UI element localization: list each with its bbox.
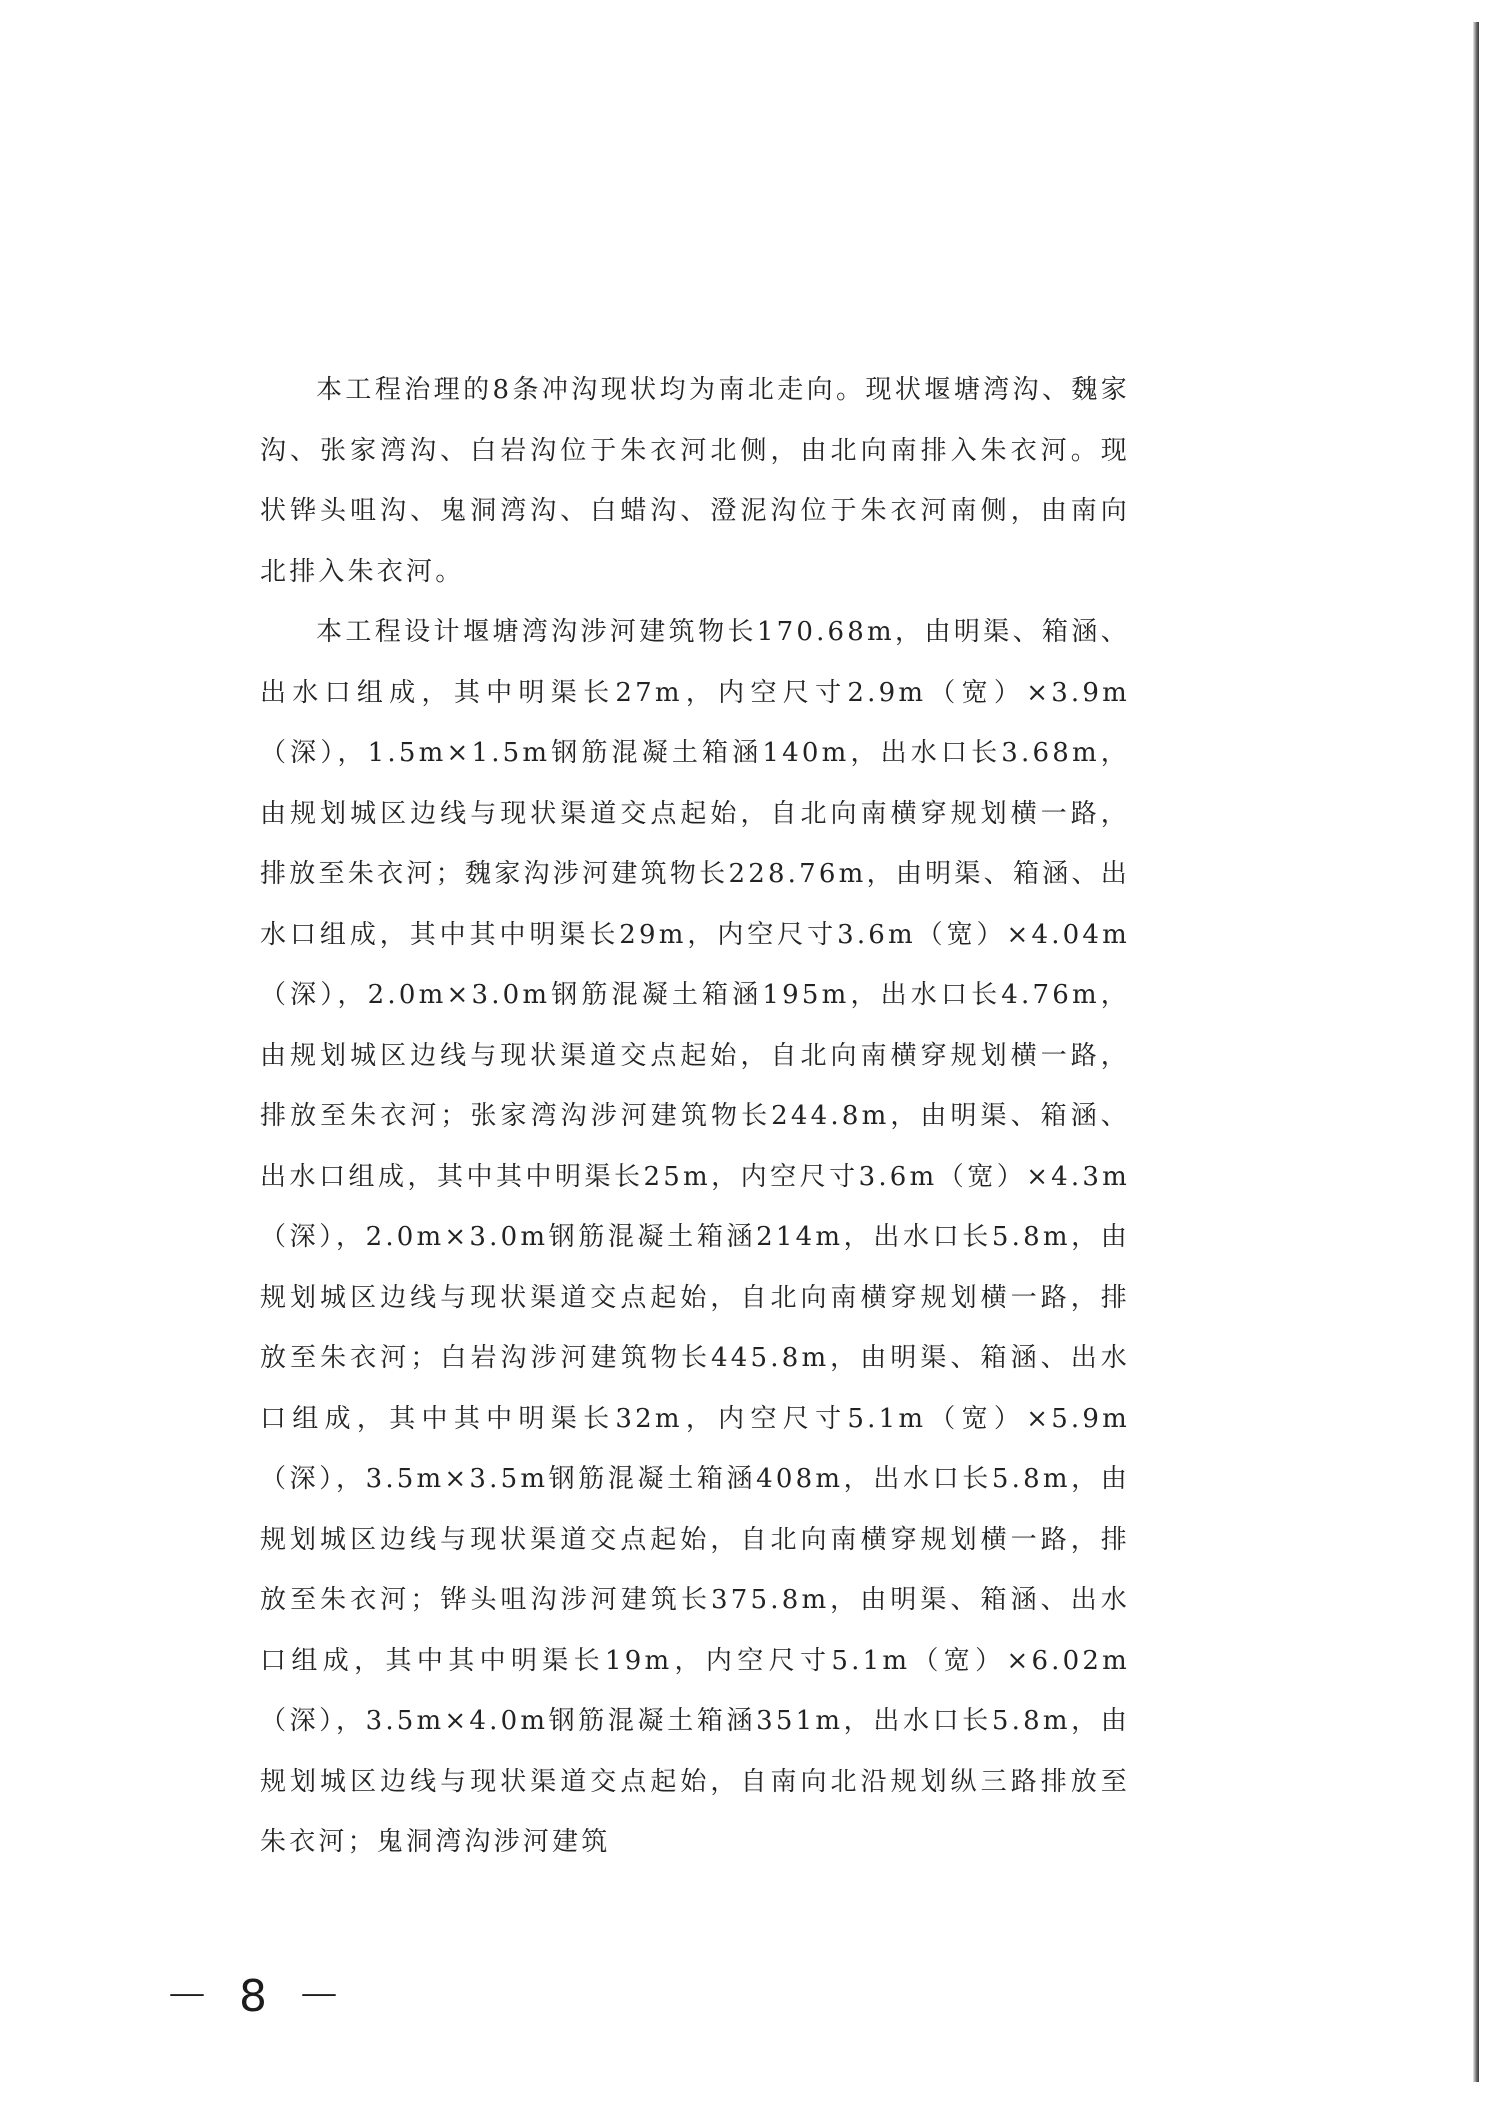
paragraph-overview: 本工程治理的8条冲沟现状均为南北走向。现状堰塘湾沟、魏家沟、张家湾沟、白岩沟位于朱衣河北侧，由北向南排入朱衣河。现状铧头咀沟、鬼洞湾沟、白蜡沟、澄泥沟位于朱衣河南侧，由南向北排入朱衣河。 (260, 375, 1130, 587)
scan-edge-shadow (1473, 22, 1479, 2082)
paragraph-design-details: 本工程设计堰塘湾沟涉河建筑物长170.68m，由明渠、箱涵、出水口组成，其中明渠长27m，内空尺寸2.9m（宽）×3.9m（深），1.5m×1.5m钢筋混凝土箱涵140m，出水口长3.68m，由规划城区边线与现状渠道交点起始，自北向南横穿规划横一路，排放至朱衣河；魏家沟涉河建筑物长228.76m，由明渠、箱涵、出水口组成，其中其中明渠长29m，内空尺寸3.6m（宽）×4.04m（深），2.0m×3.0m钢筋混凝土箱涵195m，出水口长4.76m，由规划城区边线与现状渠道交点起始，自北向南横穿规划横一路，排放至朱衣河；张家湾沟涉河建筑物长244.8m，由明渠、箱涵、出水口组成，其中其中明渠长25m，内空尺寸3.6m（宽）×4.3m（深），2.0m×3.0m钢筋混凝土箱涵214m，出水口长5.8m，由规划城区边线与现状渠道交点起始，自北向南横穿规划横一路，排放至朱衣河；白岩沟涉河建筑物长445.8m，由明渠、箱涵、出水口组成，其中其中明渠长32m，内空尺寸5.1m（宽）×5.9m（深），3.5m×3.5m钢筋混凝土箱涵408m，出水口长5.8m，由规划城区边线与现状渠道交点起始，自北向南横穿规划横一路，排放至朱衣河；铧头咀沟涉河建筑长375.8m，由明渠、箱涵、出水口组成，其中其中明渠长19m，内空尺寸5.1m（宽）×6.02m（深），3.5m×4.0m钢筋混凝土箱涵351m，出水口长5.8m，由规划城区边线与现状渠道交点起始，自南向北沿规划纵三路排放至朱衣河；鬼洞湾沟涉河建筑 (260, 617, 1130, 1857)
document-body (260, 360, 1130, 1873)
page-number: － 8 － (165, 1971, 349, 2022)
